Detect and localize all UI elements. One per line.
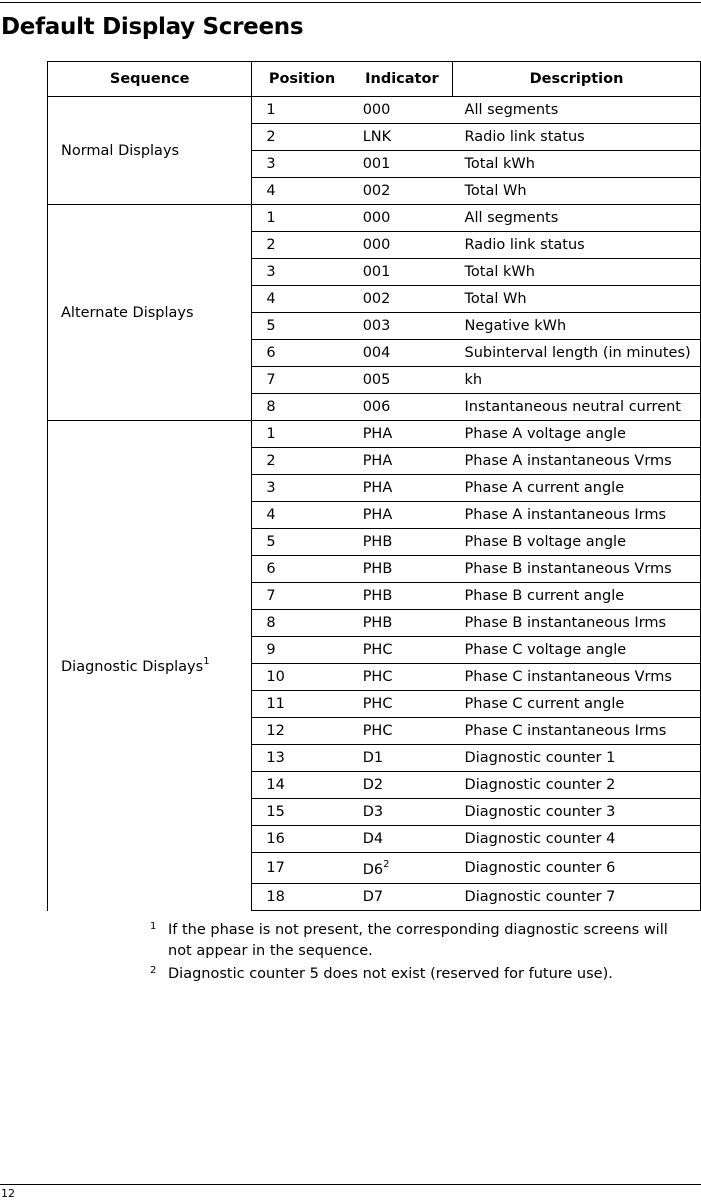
description-cell: Phase A instantaneous Vrms [453,448,701,475]
position-cell: 3 [252,475,352,502]
indicator-text: D7 [362,889,384,905]
indicator-cell [352,556,453,583]
indicator-cell [352,340,453,367]
description-cell: Diagnostic counter 3 [453,799,701,826]
indicator-text: PHC [362,669,393,685]
indicator-cell [352,448,453,475]
header-description: Description [453,62,701,97]
position-cell: 4 [252,286,352,313]
indicator-text: D6 [362,861,384,878]
description-cell: Phase A instantaneous Irms [453,502,701,529]
position-cell: 9 [252,637,352,664]
description-cell: Diagnostic counter 2 [453,772,701,799]
indicator-cell [352,151,453,178]
indicator-cell [352,583,453,610]
indicator-cell [352,718,453,745]
indicator-cell [352,884,453,911]
indicator-cell [352,97,453,124]
indicator-text: D1 [362,750,384,766]
description-cell: Phase C current angle [453,691,701,718]
header-indicator: Indicator [352,62,453,97]
footnote-2-text: Diagnostic counter 5 does not exist (reserved for future use). [168,966,613,982]
description-cell: Phase B voltage angle [453,529,701,556]
position-cell: 15 [252,799,352,826]
footnote-2-mark: 2 [150,965,157,976]
position-cell: 4 [252,502,352,529]
indicator-text: 002 [362,183,391,199]
indicator-cell [352,205,453,232]
description-cell: kh [453,367,701,394]
indicator-text: PHC [362,642,393,658]
indicator-cell [352,124,453,151]
indicator-text: 001 [362,264,391,280]
indicator-cell [352,745,453,772]
position-cell: 7 [252,583,352,610]
position-cell: 16 [252,826,352,853]
footnote-2 [150,964,695,985]
indicator-text: 006 [362,399,391,415]
indicator-cell [352,232,453,259]
position-cell: 2 [252,124,352,151]
description-cell: Radio link status [453,232,701,259]
indicator-text: 000 [362,210,391,226]
display-screens-table [47,61,701,911]
position-cell: 14 [252,772,352,799]
description-cell: Phase B current angle [453,583,701,610]
position-cell: 12 [252,718,352,745]
position-cell: 2 [252,448,352,475]
header-position: Position [252,62,352,97]
description-cell: Total kWh [453,151,701,178]
description-cell: All segments [453,205,701,232]
indicator-cell [352,691,453,718]
indicator-text: D2 [362,777,384,793]
description-cell: Phase C instantaneous Irms [453,718,701,745]
indicator-cell [352,826,453,853]
footnote-ref: 2 [383,858,390,870]
description-cell: All segments [453,97,701,124]
indicator-text: PHC [362,696,393,712]
indicator-cell [352,367,453,394]
indicator-cell [352,286,453,313]
description-cell: Phase C instantaneous Vrms [453,664,701,691]
indicator-text: PHA [362,480,393,496]
position-cell: 1 [252,97,352,124]
position-cell: 6 [252,556,352,583]
sequence-group-cell [48,97,252,205]
indicator-text: D4 [362,831,384,847]
position-cell: 17 [252,853,352,884]
indicator-text: PHB [362,561,393,577]
position-cell: 2 [252,232,352,259]
indicator-cell [352,799,453,826]
position-cell: 7 [252,367,352,394]
indicator-cell [352,394,453,421]
indicator-cell [352,772,453,799]
indicator-text: 004 [362,345,391,361]
description-cell: Diagnostic counter 4 [453,826,701,853]
description-cell: Total kWh [453,259,701,286]
description-cell: Diagnostic counter 1 [453,745,701,772]
indicator-text: PHA [362,426,393,442]
indicator-text: PHA [362,507,393,523]
position-cell: 18 [252,884,352,911]
indicator-text: PHB [362,534,393,550]
indicator-cell [352,637,453,664]
description-cell: Negative kWh [453,313,701,340]
page-number: 12 [1,1187,15,1200]
indicator-text: PHB [362,615,393,631]
description-cell: Diagnostic counter 6 [453,853,701,884]
position-cell: 8 [252,610,352,637]
table-body [48,97,701,911]
indicator-cell [352,475,453,502]
position-cell: 11 [252,691,352,718]
position-cell: 10 [252,664,352,691]
header-sequence: Sequence [48,62,252,97]
table-header-row [48,62,701,97]
description-cell: Phase A voltage angle [453,421,701,448]
position-cell: 8 [252,394,352,421]
sequence-group-name: Normal Displays [61,142,180,159]
indicator-cell [352,259,453,286]
sequence-group-name: Diagnostic Displays [61,659,204,676]
page-title: Default Display Screens [1,14,304,40]
footnotes [150,920,695,987]
position-cell: 5 [252,529,352,556]
description-cell: Diagnostic counter 7 [453,884,701,911]
table-row [48,421,701,448]
indicator-cell [352,664,453,691]
sequence-group-cell [48,205,252,421]
indicator-text: 002 [362,291,391,307]
indicator-text: 005 [362,372,391,388]
indicator-text: 001 [362,156,391,172]
indicator-text: LNK [362,129,392,145]
footnote-1-text: If the phase is not present, the corresponding diagnostic screens will not appear in the sequence. [168,922,668,959]
indicator-text: 003 [362,318,391,334]
sequence-group-name: Alternate Displays [61,304,194,321]
description-cell: Phase B instantaneous Vrms [453,556,701,583]
description-cell: Total Wh [453,286,701,313]
footnote-1-mark: 1 [150,921,157,932]
bottom-rule [0,1184,701,1185]
description-cell: Instantaneous neutral current [453,394,701,421]
description-cell: Radio link status [453,124,701,151]
sequence-group-cell [48,421,252,911]
top-rule [0,2,701,3]
indicator-text: PHB [362,588,393,604]
footnote-1 [150,920,695,962]
position-cell: 1 [252,421,352,448]
position-cell: 6 [252,340,352,367]
table-row [48,205,701,232]
indicator-cell [352,610,453,637]
position-cell: 13 [252,745,352,772]
position-cell: 3 [252,151,352,178]
description-cell: Phase C voltage angle [453,637,701,664]
table-row [48,97,701,124]
indicator-cell [352,421,453,448]
indicator-cell [352,853,453,884]
footnote-ref: 1 [203,656,210,668]
indicator-text: D3 [362,804,384,820]
description-cell: Total Wh [453,178,701,205]
indicator-text: 000 [362,102,391,118]
description-cell: Phase A current angle [453,475,701,502]
indicator-text: PHA [362,453,393,469]
indicator-cell [352,313,453,340]
indicator-text: 000 [362,237,391,253]
position-cell: 5 [252,313,352,340]
description-cell: Phase B instantaneous Irms [453,610,701,637]
position-cell: 1 [252,205,352,232]
position-cell: 3 [252,259,352,286]
indicator-text: PHC [362,723,393,739]
position-cell: 4 [252,178,352,205]
indicator-cell [352,178,453,205]
description-cell: Subinterval length (in minutes) [453,340,701,367]
indicator-cell [352,529,453,556]
indicator-cell [352,502,453,529]
